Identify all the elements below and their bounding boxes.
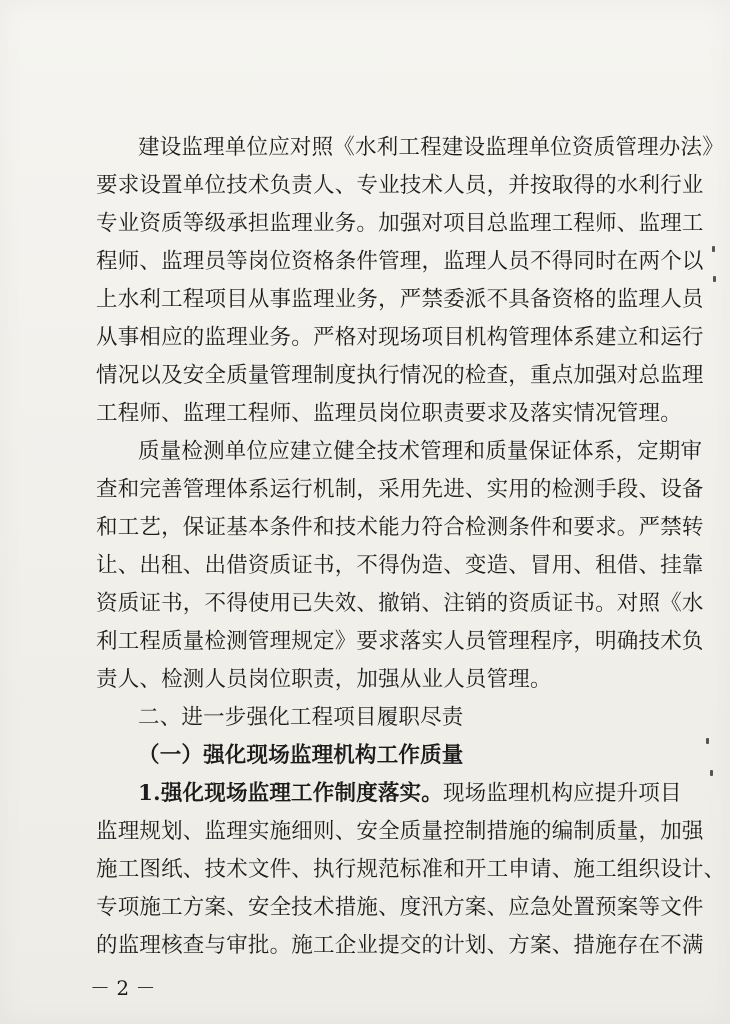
- text-line: 责人、检测人员岗位职责，加强从业人员管理。: [96, 667, 552, 692]
- text-line: 让、出租、出借资质证书，不得伪造、变造、冒用、租借、挂靠: [96, 553, 704, 578]
- text-line: 工程师、监理工程师、监理员岗位职责要求及落实情况管理。: [96, 401, 682, 426]
- text-line: 监理规划、监理实施细则、安全质量控制措施的编制质量，加强: [96, 819, 704, 844]
- text-line: 资质证书，不得使用已失效、撤销、注销的资质证书。对照《水: [96, 591, 704, 616]
- text-line: 质量检测单位应建立健全技术管理和质量保证体系，定期审: [138, 439, 703, 464]
- section-heading: 二、进一步强化工程项目履职尽责: [138, 705, 464, 730]
- item-first-line: [138, 780, 682, 808]
- text-line: 施工图纸、技术文件、执行规范标准和开工申请、施工组织设计、: [96, 857, 726, 882]
- sub-heading: （一）强化现场监理机构工作质量: [138, 743, 464, 768]
- text-line: 利工程质量检测管理规定》要求落实人员管理程序，明确技术负: [96, 629, 704, 654]
- text-line: 上水利工程项目从事监理业务，严禁委派不具备资格的监理人员: [96, 287, 704, 312]
- text-line: 查和完善管理体系运行机制，采用先进、实用的检测手段、设备: [96, 477, 704, 502]
- text-line: 和工艺，保证基本条件和技术能力符合检测条件和要求。严禁转: [96, 515, 704, 540]
- text-line: 专项施工方案、安全技术措施、度汛方案、应急处置预案等文件: [96, 895, 704, 920]
- text-line: 要求设置单位技术负责人、专业技术人员，并按取得的水利行业: [96, 173, 704, 198]
- text-line: 情况以及安全质量管理制度执行情况的检查，重点加强对总监理: [96, 363, 704, 388]
- page-number: － 2 －: [90, 976, 156, 1000]
- text-line: 程师、监理员等岗位资格条件管理，监理人员不得同时在两个以: [96, 249, 704, 274]
- scan-speck: [712, 246, 715, 252]
- text-line: 的监理核查与审批。施工企业提交的计划、方案、措施存在不满: [96, 933, 704, 958]
- text-line: 从事相应的监理业务。严格对现场项目机构管理体系建立和运行: [96, 325, 704, 350]
- item-title: 1.强化现场监理工作制度落实。: [138, 781, 443, 806]
- text-line: 建设监理单位应对照《水利工程建设监理单位资质管理办法》: [138, 135, 724, 160]
- item-text: 现场监理机构应提升项目: [442, 781, 682, 806]
- scan-speck: [710, 770, 713, 776]
- scan-speck: [706, 738, 709, 744]
- text-line: 专业资质等级承担监理业务。加强对项目总监理工程师、监理工: [96, 211, 704, 236]
- scan-speck: [713, 276, 716, 282]
